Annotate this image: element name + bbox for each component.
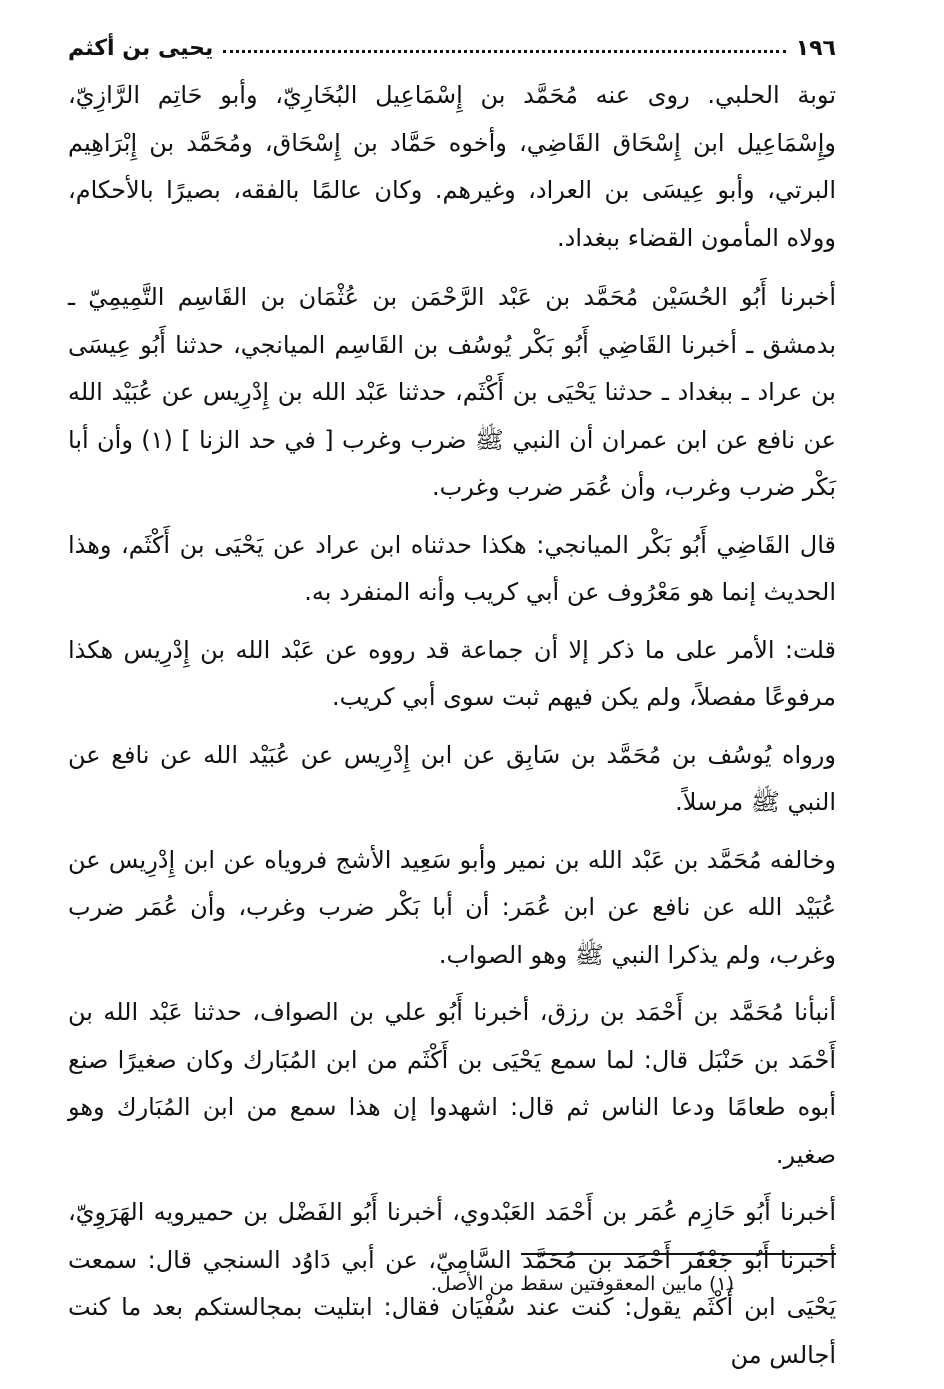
- footnote-divider: [521, 1253, 836, 1255]
- paragraph-qadi-comment: قال القَاضِي أَبُو بَكْر الميانجي: هكذا حدثناه ابن عراد عن يَحْيَى بن أَكْثَم، وهذا الحديث إنما هو مَعْرُوف عن أبي كريب وأنه المنفرد به.: [68, 530, 836, 606]
- page-header: [68, 32, 836, 64]
- header-dotted-leader: [223, 50, 785, 53]
- page-number: ١٩٦: [795, 35, 836, 61]
- footnote: (١) مابين المعقوفتين سقط من الأصل.: [430, 1273, 734, 1295]
- paragraph-author-comment: قلت: الأمر على ما ذكر إلا أن جماعة قد رووه عن عَبْد الله بن إِدْرِيس هكذا مرفوعًا مفصلاً، ولم يكن فيهم ثبت سوى أبي كريب.: [68, 635, 836, 711]
- paragraph-yusuf-narration: ورواه يُوسُف بن مُحَمَّد بن سَابِق عن ابن إِدْرِيس عن عُبَيْد الله عن نافع عن النبي ﷺ مرسلاً.: [68, 740, 836, 816]
- paragraph-contrary-narration: وخالفه مُحَمَّد بن عَبْد الله بن نمير وأبو سَعِيد الأشج فروياه عن ابن إِدْرِيس عن عُبَيْد الله عن نافع عن ابن عُمَر: أن أبا بَكْر ضرب وغرب، وأن عُمَر ضرب وغرب، ولم يذكرا النبي ﷺ وهو الصواب.: [68, 845, 836, 969]
- running-title: يحيى بن أكثم: [68, 35, 214, 61]
- main-text: [68, 72, 836, 1389]
- paragraph-sufyan: أخبرنا أَبُو حَازِم عُمَر بن أَحْمَد العَبْدوي، أخبرنا أَبُو الفَضْل بن حميرويه الهَرَوِيّ، أخبرنا أَبُو جَعْفَر أَحْمَد بن مُحَمَّد السَّامِيّ، عن أبي دَاوُد السنجي قال: سمعت يَحْيَى ابن أَكْثَم يقول: كنت عند سُفْيَان فقال: ابتليت بمجالستكم بعد ما كنت أجالس من: [68, 1198, 836, 1369]
- paragraph-biography: توبة الحلبي. روى عنه مُحَمَّد بن إِسْمَاعِيل البُخَارِيّ، وأبو حَاتِم الرَّازِيّ، وإِسْمَاعِيل ابن إِسْحَاق القَاضِي، وأخوه حَمَّاد بن إِسْحَاق، ومُحَمَّد بن إِبْرَاهِيم البرتي، وأبو عِيسَى بن العراد، وغيرهم. وكان عالمًا بالفقه، بصيرًا بالأحكام، وولاه المأمون القضاء ببغداد.: [68, 81, 836, 252]
- paragraph-hadith-chain: أخبرنا أَبُو الحُسَيْن مُحَمَّد بن عَبْد الرَّحْمَن بن عُثْمَان بن القَاسِم التَّمِيمِيّ ـ بدمشق ـ أخبرنا القَاضِي أَبُو بَكْر يُوسُف بن القَاسِم الميانجي، حدثنا أَبُو عِيسَى بن عراد ـ ببغداد ـ حدثنا يَحْيَى بن أَكْثَم، حدثنا عَبْد الله بن إِدْرِيس عن عُبَيْد الله عن نافع عن ابن عمران أن النبي ﷺ ضرب وغرب [ في حد الزنا ] (١) وأن أبا بَكْر ضرب وغرب، وأن عُمَر ضرب وغرب.: [68, 283, 837, 501]
- paragraph-ibn-mubarak: أنبأنا مُحَمَّد بن أَحْمَد بن رزق، أخبرنا أَبُو علي بن الصواف، حدثنا عَبْد الله بن أَحْمَد بن حَنْبَل قال: لما سمع يَحْيَى بن أَكْثَم من ابن المُبَارك وكان صغيرًا صنع أبوه طعامًا ودعا الناس ثم قال: اشهدوا إن هذا سمع من ابن المُبَارك وهو صغير.: [68, 998, 836, 1169]
